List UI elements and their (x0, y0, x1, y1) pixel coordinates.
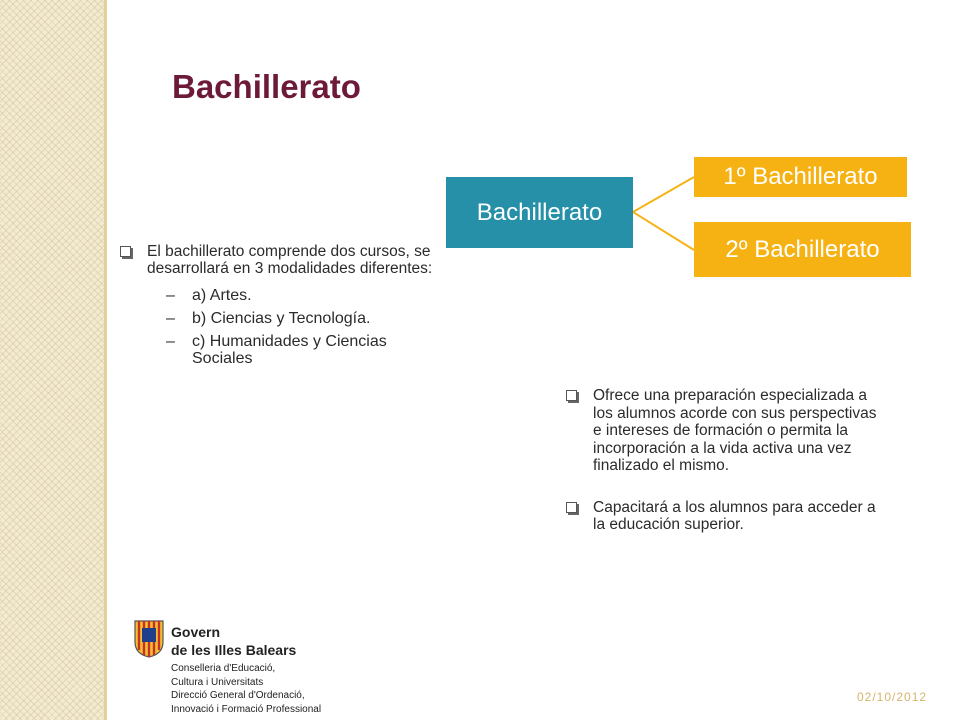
sub-item-text: a) Artes. (192, 287, 252, 304)
right-bullet-list (593, 387, 883, 534)
diagram-root-box: Bachillerato (446, 177, 633, 248)
checkbox-bullet-icon (566, 502, 577, 513)
sub-list (147, 287, 437, 367)
dash-marker: – (166, 287, 175, 304)
diagram-child-first: 1º Bachillerato (694, 157, 907, 197)
sub-list-item (147, 287, 437, 304)
sub-list-item (147, 333, 437, 367)
list-item (593, 387, 883, 475)
dash-marker: – (166, 333, 175, 350)
logo-title (171, 623, 296, 659)
coat-of-arms-icon (134, 620, 164, 658)
list-item (147, 243, 437, 367)
dash-marker: – (166, 310, 175, 327)
government-logo (134, 620, 354, 715)
logo-sub-line: Innovació i Formació Professional (171, 703, 322, 715)
logo-sub-line: Direcció General d'Ordenació, (171, 690, 305, 701)
connector-to-second (633, 212, 694, 250)
connector-to-first (633, 177, 694, 212)
logo-line2: de les Illes Balears (171, 642, 297, 658)
checkbox-bullet-icon (120, 246, 131, 257)
logo-sub-line: Conselleria d'Educació, (171, 663, 276, 674)
slide-title: Bachillerato (172, 68, 361, 105)
sub-list-item (147, 310, 437, 327)
logo-line1: Govern (171, 624, 221, 640)
list-item (593, 499, 883, 534)
checkbox-bullet-icon (566, 390, 577, 401)
left-bullet-list (147, 243, 437, 373)
sub-item-text: c) Humanidades y Ciencias Sociales (192, 333, 387, 367)
logo-sub-line: Cultura i Universitats (171, 676, 264, 688)
bullet-text: Ofrece una preparación especializada a los alumnos acorde con sus perspectivas e intereses de formación o permita la incorporación a la vida activa una vez finalizado el mismo. (593, 387, 877, 474)
logo-subtitle (171, 662, 321, 716)
bullet-text: El bachillerato comprende dos cursos, se desarrollará en 3 modalidades diferentes: (147, 243, 433, 277)
sub-item-text: b) Ciencias y Tecnología. (192, 310, 371, 327)
slide-date: 02/10/2012 (857, 690, 928, 704)
bullet-text: Capacitará a los alumnos para acceder a la educación superior. (593, 498, 876, 533)
diagram-child-second: 2º Bachillerato (694, 222, 911, 277)
